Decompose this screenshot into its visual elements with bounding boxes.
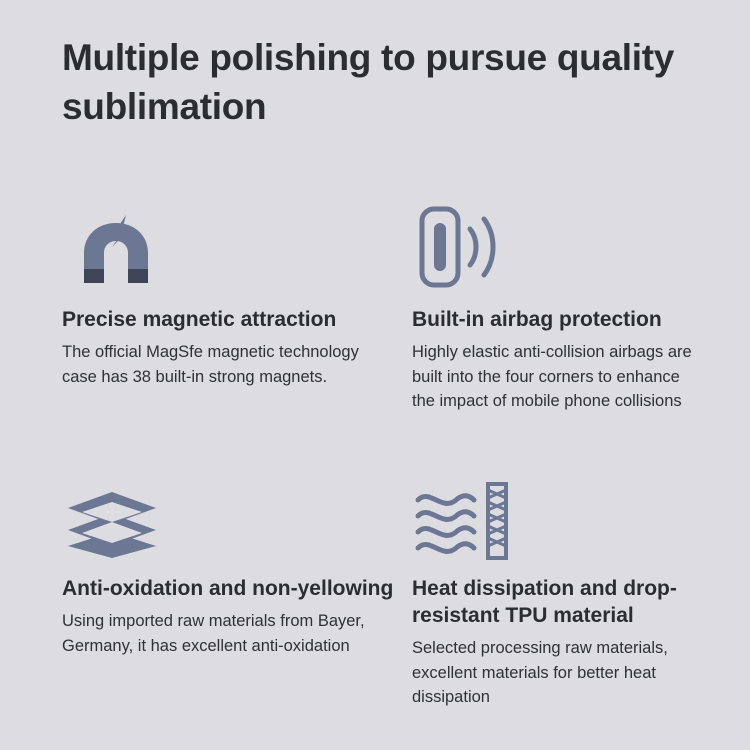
feature-grid [62, 195, 720, 710]
feature-card-magnetic [62, 195, 412, 414]
feature-body: The official MagSfe magnetic technology case has 38 built-in strong magnets. [62, 342, 359, 386]
heat-waves-icon [412, 464, 702, 560]
feature-body: Selected processing raw materials, excellent materials for better heat dissipation [412, 638, 668, 707]
feature-card-airbag [412, 195, 720, 414]
feature-body: Highly elastic anti-collision airbags are built into the four corners to enhance the impact of mobile phone collisions [412, 342, 692, 411]
magnet-icon [62, 195, 394, 291]
feature-body: Using imported raw materials from Bayer, Germany, it has excellent anti-oxidation [62, 612, 365, 655]
feature-card-anti-oxidation [62, 464, 412, 710]
feature-title: Anti-oxidation and non-yellowing [62, 577, 394, 601]
feature-title: Built-in airbag protection [412, 308, 662, 331]
feature-title: Precise magnetic attraction [62, 308, 337, 331]
layers-icon [62, 464, 394, 560]
feature-card-heat-dissipation [412, 464, 720, 710]
page-title: Multiple polishing to pursue quality sublimation [62, 37, 675, 127]
feature-title: Heat dissipation and drop-resistant TPU material [412, 577, 677, 627]
phone-airbag-icon [412, 195, 702, 291]
